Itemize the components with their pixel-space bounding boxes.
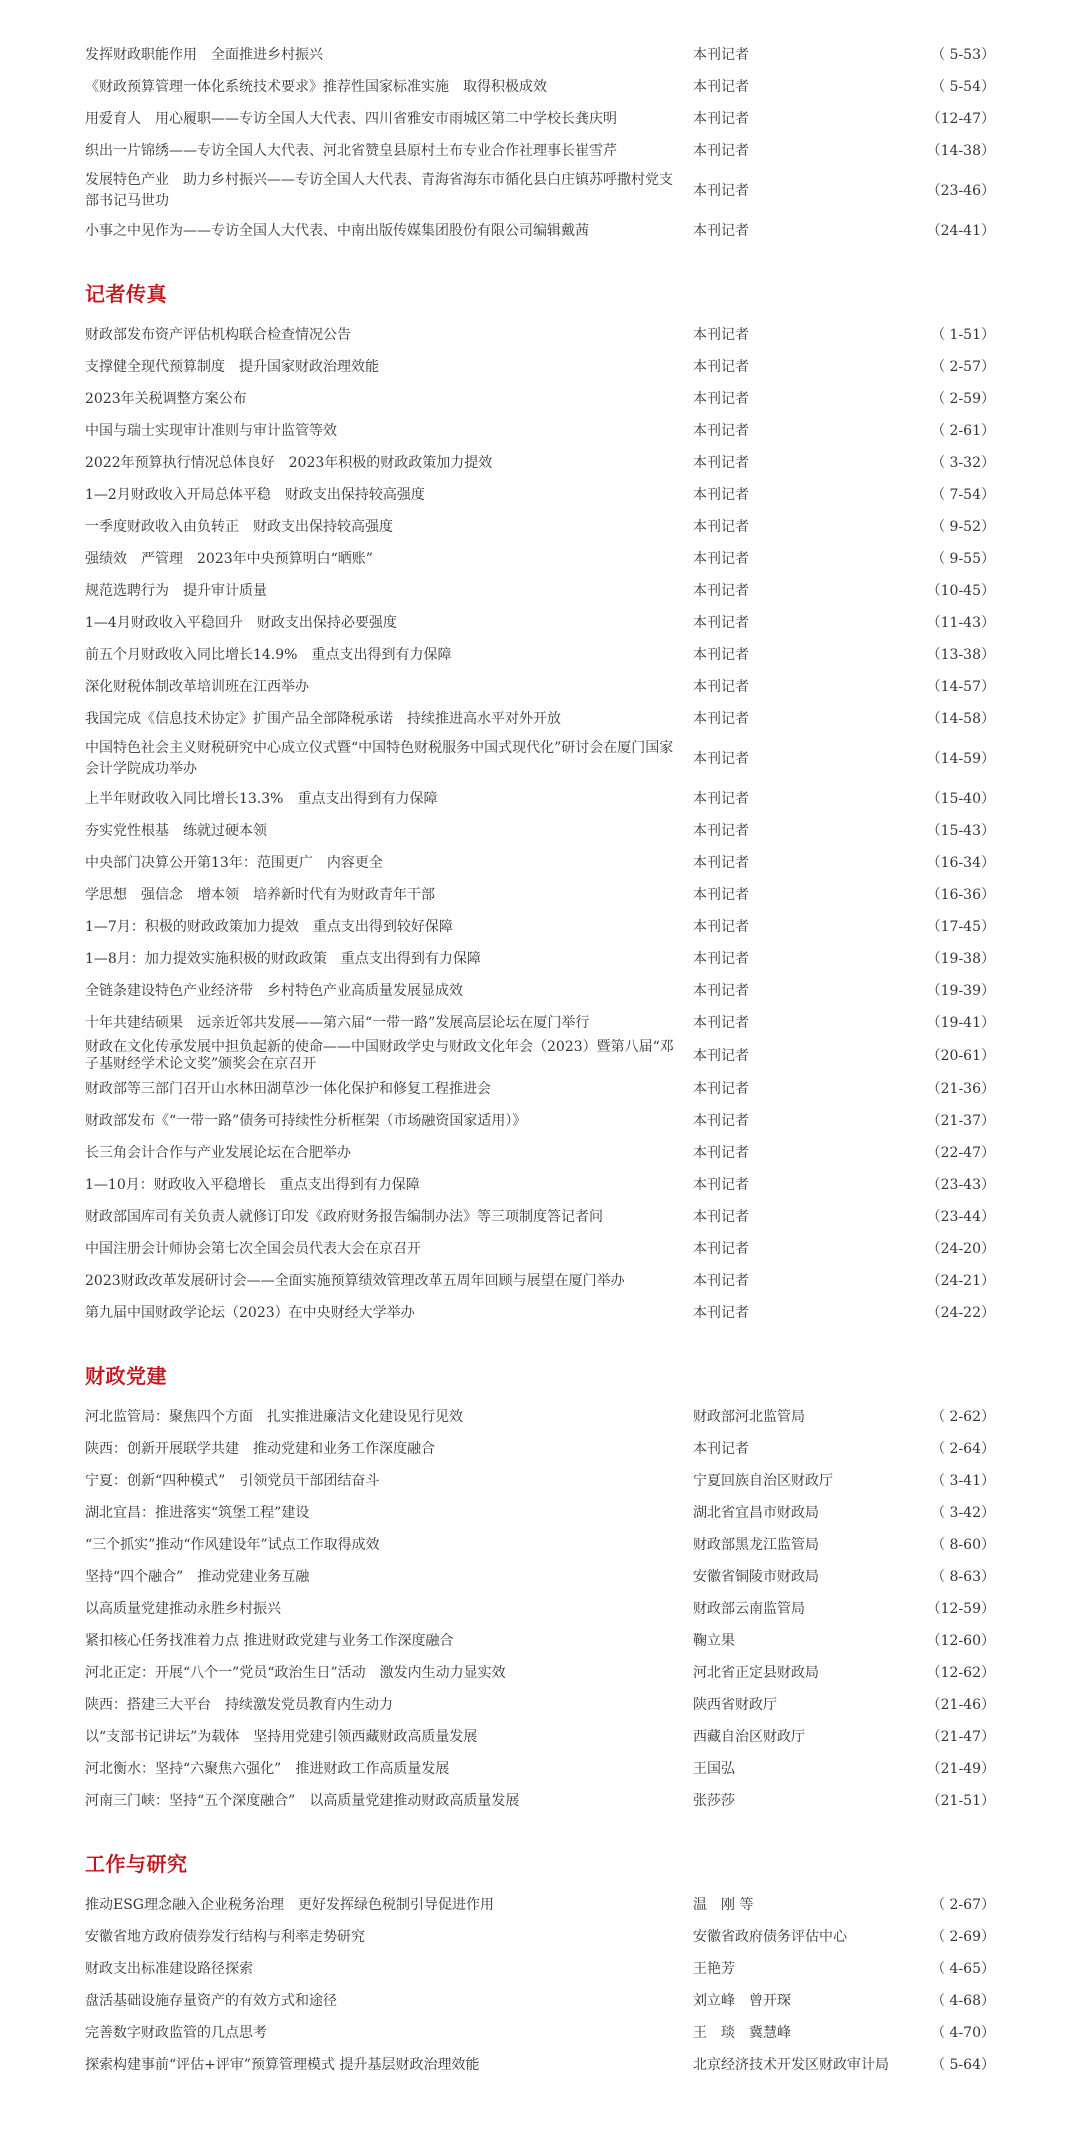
toc-row <box>0 1785 1080 1817</box>
toc-row <box>0 1985 1080 2017</box>
article-title: 财政部发布资产评估机构联合检查情况公告 <box>85 326 351 343</box>
article-author: 本刊记者 <box>693 358 749 375</box>
article-author: 本刊记者 <box>693 982 749 999</box>
article-author: 本刊记者 <box>693 582 749 599</box>
page-reference: （ 4-70） <box>931 2024 995 2041</box>
page-reference: （ 8-60） <box>931 1536 995 1553</box>
page-reference: （21-47） <box>926 1728 995 1745</box>
article-author: 本刊记者 <box>693 1144 749 1161</box>
toc-row <box>0 135 1080 167</box>
article-author: 鞠立果 <box>693 1632 735 1649</box>
article-author: 王国弘 <box>693 1760 735 1777</box>
page-reference: （ 5-64） <box>931 2056 995 2073</box>
toc-row <box>0 2017 1080 2049</box>
article-title: 织出一片锦绣——专访全国人大代表、河北省赞皇县原村土布专业合作社理事长崔雪芹 <box>85 142 617 159</box>
article-author: 本刊记者 <box>693 1080 749 1097</box>
page-reference: （ 9-52） <box>931 518 995 535</box>
page-reference: （ 3-41） <box>931 1472 995 1489</box>
page-reference: （15-43） <box>926 822 995 839</box>
toc-row <box>0 1073 1080 1105</box>
page-reference: （ 2-67） <box>931 1896 995 1913</box>
toc-row <box>0 671 1080 703</box>
toc-row <box>0 71 1080 103</box>
article-author: 财政部云南监管局 <box>693 1600 805 1617</box>
page-reference: （ 5-53） <box>931 46 995 63</box>
article-title: 十年共建结硕果 远亲近邻共发展——第六届“一带一路”发展高层论坛在厦门举行 <box>85 1014 590 1031</box>
article-title: 第九届中国财政学论坛（2023）在中央财经大学举办 <box>85 1304 415 1321</box>
article-title: 用爱育人 用心履职——专访全国人大代表、四川省雅安市雨城区第二中学校长龚庆明 <box>85 110 617 127</box>
article-author: 本刊记者 <box>693 750 749 767</box>
article-title: 推动ESG理念融入企业税务治理 更好发挥绿色税制引导促进作用 <box>85 1896 494 1913</box>
toc-row <box>0 1889 1080 1921</box>
article-title: 深化财税体制改革培训班在江西举办 <box>85 678 309 695</box>
page-reference: （23-43） <box>926 1176 995 1193</box>
article-author: 刘立峰 曾开琛 <box>693 1992 791 2009</box>
toc-row <box>0 1657 1080 1689</box>
toc-row <box>0 1921 1080 1953</box>
article-author: 本刊记者 <box>693 710 749 727</box>
article-author: 本刊记者 <box>693 1014 749 1031</box>
article-author: 本刊记者 <box>693 550 749 567</box>
article-author: 本刊记者 <box>693 1112 749 1129</box>
toc-row <box>0 847 1080 879</box>
article-title: 财政部发布《“一带一路”债务可持续性分析框架（市场融资国家适用）》 <box>85 1112 527 1129</box>
page-reference: （19-38） <box>926 950 995 967</box>
toc-row <box>0 1297 1080 1329</box>
article-author: 王艳芳 <box>693 1960 735 1977</box>
page-reference: （21-51） <box>926 1792 995 1809</box>
page-reference: （12-60） <box>926 1632 995 1649</box>
toc-row <box>0 911 1080 943</box>
page-reference: （ 1-51） <box>931 326 995 343</box>
toc-row <box>0 1433 1080 1465</box>
article-title: 以“支部书记讲坛”为载体 坚持用党建引领西藏财政高质量发展 <box>85 1728 478 1745</box>
page-reference: （24-21） <box>926 1272 995 1289</box>
page-reference: （14-57） <box>926 678 995 695</box>
toc-section <box>0 1362 1080 1817</box>
toc-row <box>0 639 1080 671</box>
article-author: 财政部河北监管局 <box>693 1408 805 1425</box>
article-author: 本刊记者 <box>693 390 749 407</box>
toc-row <box>0 1529 1080 1561</box>
article-author: 本刊记者 <box>693 918 749 935</box>
page-reference: （20-61） <box>926 1047 995 1064</box>
article-author: 本刊记者 <box>693 1304 749 1321</box>
article-title: 2022年预算执行情况总体良好 2023年积极的财政政策加力提效 <box>85 454 493 471</box>
article-title: 上半年财政收入同比增长13.3% 重点支出得到有力保障 <box>85 790 438 807</box>
article-author: 本刊记者 <box>693 518 749 535</box>
page-reference: （ 2-59） <box>931 390 995 407</box>
toc-row <box>0 783 1080 815</box>
page-reference: （21-49） <box>926 1760 995 1777</box>
article-title: 2023财政改革发展研讨会——全面实施预算绩效管理改革五周年回顾与展望在厦门举办 <box>85 1272 625 1289</box>
article-title: 财政部国库司有关负责人就修订印发《政府财务报告编制办法》等三项制度答记者问 <box>85 1208 603 1225</box>
article-title: 盘活基础设施存量资产的有效方式和途径 <box>85 1992 337 2009</box>
page-reference: （12-59） <box>926 1600 995 1617</box>
page-reference: （13-38） <box>926 646 995 663</box>
article-title: 1—2月财政收入开局总体平稳 财政支出保持较高强度 <box>85 486 425 503</box>
article-title: 长三角会计合作与产业发展论坛在合肥举办 <box>85 1144 351 1161</box>
article-title: 1—8月：加力提效实施积极的财政政策 重点支出得到有力保障 <box>85 950 481 967</box>
toc-row <box>0 447 1080 479</box>
toc-section <box>0 39 1080 247</box>
toc-row <box>0 415 1080 447</box>
article-title: 中国特色社会主义财税研究中心成立仪式暨“中国特色财税服务中国式现代化”研讨会在厦门国家会计学院成功举办 <box>85 740 674 777</box>
article-title: 湖北宜昌：推进落实“筑堡工程”建设 <box>85 1504 310 1521</box>
page-reference: （17-45） <box>926 918 995 935</box>
page-reference: （ 3-42） <box>931 1504 995 1521</box>
toc-row <box>0 815 1080 847</box>
toc-row <box>0 1137 1080 1169</box>
page-reference: （19-39） <box>926 982 995 999</box>
toc-row <box>0 383 1080 415</box>
article-author: 河北省正定县财政局 <box>693 1664 819 1681</box>
toc-row <box>0 2049 1080 2081</box>
article-author: 本刊记者 <box>693 886 749 903</box>
section-heading: 记者传真 <box>85 282 167 306</box>
article-title: 宁夏：创新“四种模式” 引领党员干部团结奋斗 <box>85 1472 380 1489</box>
page-reference: （16-34） <box>926 854 995 871</box>
article-author: 本刊记者 <box>693 142 749 159</box>
toc-row <box>0 319 1080 351</box>
page-reference: （ 7-54） <box>931 486 995 503</box>
page-reference: （ 2-69） <box>931 1928 995 1945</box>
toc-row <box>0 351 1080 383</box>
page-reference: （24-22） <box>926 1304 995 1321</box>
toc-row <box>0 511 1080 543</box>
article-title: 发挥财政职能作用 全面推进乡村振兴 <box>85 46 323 63</box>
page-reference: （24-20） <box>926 1240 995 1257</box>
toc-row <box>0 735 1080 783</box>
article-title: 以高质量党建推动永胜乡村振兴 <box>85 1600 281 1617</box>
toc-row <box>0 103 1080 135</box>
article-author: 陕西省财政厅 <box>693 1696 777 1713</box>
article-title: 陕西：搭建三大平台 持续激发党员教育内生动力 <box>85 1696 393 1713</box>
toc-row <box>0 1753 1080 1785</box>
toc-row <box>0 1953 1080 1985</box>
toc-row <box>0 1039 1080 1073</box>
article-author: 本刊记者 <box>693 614 749 631</box>
article-title: 河北监管局：聚焦四个方面 扎实推进廉洁文化建设见行见效 <box>85 1408 463 1425</box>
article-author: 本刊记者 <box>693 1176 749 1193</box>
article-author: 本刊记者 <box>693 486 749 503</box>
page-reference: （23-44） <box>926 1208 995 1225</box>
page-reference: （ 4-68） <box>931 1992 995 2009</box>
page-reference: （19-41） <box>926 1014 995 1031</box>
article-title: 坚持“四个融合” 推动党建业务互融 <box>85 1568 310 1585</box>
toc-row <box>0 1105 1080 1137</box>
article-title: 河北正定：开展“八个一”党员“政治生日”活动 激发内生动力显实效 <box>85 1664 506 1681</box>
article-author: 本刊记者 <box>693 78 749 95</box>
toc-row <box>0 575 1080 607</box>
page-reference: （ 3-32） <box>931 454 995 471</box>
article-author: 本刊记者 <box>693 1208 749 1225</box>
toc-row <box>0 975 1080 1007</box>
page-reference: （ 2-61） <box>931 422 995 439</box>
page-reference: （16-36） <box>926 886 995 903</box>
toc-section <box>0 280 1080 1329</box>
article-title: 陕西：创新开展联学共建 推动党建和业务工作深度融合 <box>85 1440 435 1457</box>
page-reference: （ 4-65） <box>931 1960 995 1977</box>
article-title: 《财政预算管理一体化系统技术要求》推荐性国家标准实施 取得积极成效 <box>85 78 547 95</box>
page-reference: （21-36） <box>926 1080 995 1097</box>
page-reference: （23-46） <box>926 182 995 199</box>
toc-row <box>0 1593 1080 1625</box>
article-author: 本刊记者 <box>693 222 749 239</box>
article-title: 2023年关税调整方案公布 <box>85 390 247 407</box>
article-author: 湖北省宜昌市财政局 <box>693 1504 819 1521</box>
page-reference: （14-38） <box>926 142 995 159</box>
toc-row <box>0 1007 1080 1039</box>
article-title: 学思想 强信念 增本领 培养新时代有为财政青年干部 <box>85 886 435 903</box>
article-title: 中国注册会计师协会第七次全国会员代表大会在京召开 <box>85 1240 421 1257</box>
page-reference: （21-37） <box>926 1112 995 1129</box>
article-title: 财政在文化传承发展中担负起新的使命——中国财政学史与财政文化年会（2023）暨第八届“邓子基财经学术论文奖”颁奖会在京召开 <box>85 1039 674 1072</box>
article-author: 本刊记者 <box>693 46 749 63</box>
toc-row <box>0 39 1080 71</box>
toc-row <box>0 1497 1080 1529</box>
article-title: 完善数字财政监管的几点思考 <box>85 2024 267 2041</box>
page-reference: （14-59） <box>926 750 995 767</box>
section-heading: 财政党建 <box>85 1364 167 1388</box>
article-author: 本刊记者 <box>693 950 749 967</box>
article-author: 本刊记者 <box>693 1440 749 1457</box>
article-author: 王 琰 冀慧峰 <box>693 2024 791 2041</box>
article-title: 探索构建事前“评估+评审”预算管理模式 提升基层财政治理效能 <box>85 2056 480 2073</box>
toc-row <box>0 1465 1080 1497</box>
article-author: 本刊记者 <box>693 1047 749 1064</box>
article-title: 中央部门决算公开第13年：范围更广 内容更全 <box>85 854 383 871</box>
article-title: 中国与瑞士实现审计准则与审计监管等效 <box>85 422 337 439</box>
article-author: 本刊记者 <box>693 182 749 199</box>
toc-row <box>0 1561 1080 1593</box>
toc-row <box>0 1401 1080 1433</box>
page-reference: （12-47） <box>926 110 995 127</box>
article-title: 规范选聘行为 提升审计质量 <box>85 582 267 599</box>
toc-row <box>0 1201 1080 1233</box>
article-author: 本刊记者 <box>693 422 749 439</box>
page-reference: （10-45） <box>926 582 995 599</box>
article-title: 支撑健全现代预算制度 提升国家财政治理效能 <box>85 358 379 375</box>
article-title: 河北衡水：坚持“六聚焦六强化” 推进财政工作高质量发展 <box>85 1760 450 1777</box>
article-author: 安徽省铜陵市财政局 <box>693 1568 819 1585</box>
article-title: 夯实党性根基 练就过硬本领 <box>85 822 267 839</box>
article-author: 本刊记者 <box>693 110 749 127</box>
article-author: 张莎莎 <box>693 1792 735 1809</box>
page-reference: （11-43） <box>926 614 995 631</box>
article-title: 河南三门峡：坚持“五个深度融合” 以高质量党建推动财政高质量发展 <box>85 1792 520 1809</box>
article-author: 本刊记者 <box>693 854 749 871</box>
toc-row <box>0 703 1080 735</box>
toc-row <box>0 1265 1080 1297</box>
article-title: 1—7月：积极的财政政策加力提效 重点支出得到较好保障 <box>85 918 453 935</box>
article-author: 安徽省政府债务评估中心 <box>693 1928 847 1945</box>
article-author: 北京经济技术开发区财政审计局 <box>693 2056 889 2073</box>
article-author: 本刊记者 <box>693 1240 749 1257</box>
article-title: 紧扣核心任务找准着力点 推进财政党建与业务工作深度融合 <box>85 1632 454 1649</box>
article-title: 1—10月：财政收入平稳增长 重点支出得到有力保障 <box>85 1176 420 1193</box>
article-title: 1—4月财政收入平稳回升 财政支出保持必要强度 <box>85 614 397 631</box>
article-title: 强绩效 严管理 2023年中央预算明白“晒账” <box>85 550 373 567</box>
page-reference: （ 9-55） <box>931 550 995 567</box>
article-title: 财政部等三部门召开山水林田湖草沙一体化保护和修复工程推进会 <box>85 1080 491 1097</box>
section-heading: 工作与研究 <box>85 1852 188 1876</box>
toc-row <box>0 607 1080 639</box>
page-reference: （ 8-63） <box>931 1568 995 1585</box>
page-reference: （ 5-54） <box>931 78 995 95</box>
article-title: 前五个月财政收入同比增长14.9% 重点支出得到有力保障 <box>85 646 452 663</box>
page-reference: （22-47） <box>926 1144 995 1161</box>
toc-row <box>0 1689 1080 1721</box>
article-title: 安徽省地方政府债券发行结构与利率走势研究 <box>85 1928 365 1945</box>
toc-row <box>0 479 1080 511</box>
toc-row <box>0 1721 1080 1753</box>
article-title: 发展特色产业 助力乡村振兴——专访全国人大代表、青海省海东市循化县白庄镇苏呼撒村党支部书记马世功 <box>85 172 673 209</box>
toc-row <box>0 943 1080 975</box>
page-reference: （24-41） <box>926 222 995 239</box>
article-author: 本刊记者 <box>693 646 749 663</box>
page-reference: （ 2-64） <box>931 1440 995 1457</box>
page-reference: （15-40） <box>926 790 995 807</box>
page-reference: （21-46） <box>926 1696 995 1713</box>
article-author: 本刊记者 <box>693 822 749 839</box>
article-title: 小事之中见作为——专访全国人大代表、中南出版传媒集团股份有限公司编辑戴茜 <box>85 222 589 239</box>
page-reference: （ 2-57） <box>931 358 995 375</box>
toc-row <box>0 167 1080 215</box>
article-title: “三个抓实”推动“作风建设年”试点工作取得成效 <box>85 1536 380 1553</box>
page-reference: （12-62） <box>926 1664 995 1681</box>
article-author: 本刊记者 <box>693 790 749 807</box>
article-author: 本刊记者 <box>693 678 749 695</box>
article-author: 财政部黑龙江监管局 <box>693 1536 819 1553</box>
article-title: 财政支出标准建设路径探索 <box>85 1960 253 1977</box>
toc-row <box>0 543 1080 575</box>
toc-row <box>0 1233 1080 1265</box>
article-title: 我国完成《信息技术协定》扩围产品全部降税承诺 持续推进高水平对外开放 <box>85 710 561 727</box>
article-author: 西藏自治区财政厅 <box>693 1728 805 1745</box>
toc-row <box>0 879 1080 911</box>
toc-row <box>0 1169 1080 1201</box>
page-reference: （14-58） <box>926 710 995 727</box>
page-reference: （ 2-62） <box>931 1408 995 1425</box>
toc-row <box>0 1625 1080 1657</box>
article-author: 宁夏回族自治区财政厅 <box>693 1472 833 1489</box>
article-title: 一季度财政收入由负转正 财政支出保持较高强度 <box>85 518 393 535</box>
article-author: 本刊记者 <box>693 1272 749 1289</box>
article-title: 全链条建设特色产业经济带 乡村特色产业高质量发展显成效 <box>85 982 463 999</box>
article-author: 本刊记者 <box>693 454 749 471</box>
article-author: 温 刚 等 <box>693 1896 754 1913</box>
toc-row <box>0 215 1080 247</box>
article-author: 本刊记者 <box>693 326 749 343</box>
toc-section <box>0 1850 1080 2081</box>
